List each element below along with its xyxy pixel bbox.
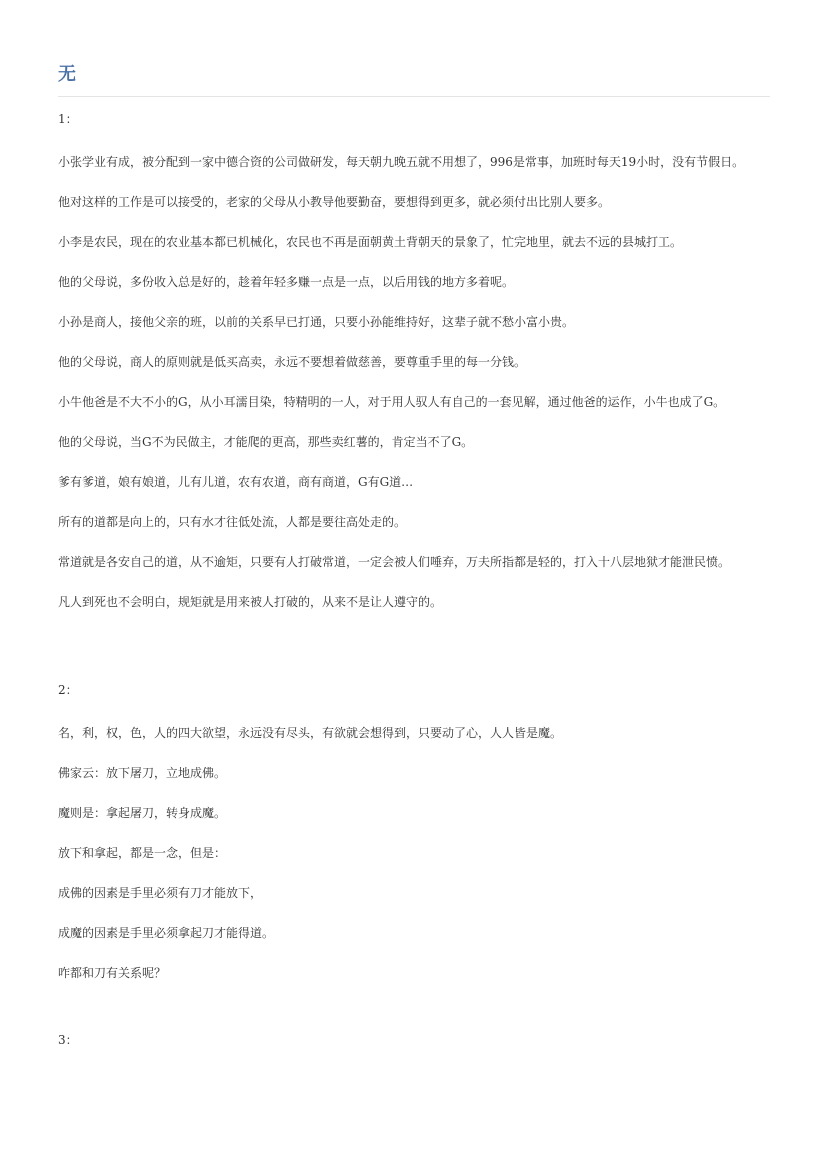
paragraph: 魔则是：拿起屠刀，转身成魔。 xyxy=(58,806,227,820)
section-3 xyxy=(58,1030,770,1050)
paragraph: 小牛他爸是不大不小的G，从小耳濡目染，特精明的一人，对于用人驭人有自己的一套见解，通过他爸的运作，小牛也成了G。 xyxy=(58,395,726,409)
section-1 xyxy=(58,109,770,613)
paragraph: 他的父母说，当G不为民做主，才能爬的更高，那些卖红薯的，肯定当不了G。 xyxy=(58,435,474,449)
paragraph: 成佛的因素是手里必须有刀才能放下， xyxy=(58,886,263,900)
paragraph: 爹有爹道，娘有娘道，儿有儿道，农有农道，商有商道，G有G道… xyxy=(58,475,414,489)
paragraph: 名，利，权，色，人的四大欲望，永远没有尽头，有欲就会想得到，只要动了心，人人皆是魔。 xyxy=(58,726,563,740)
paragraph: 成魔的因素是手里必须拿起刀才能得道。 xyxy=(58,926,275,940)
paragraph: 他的父母说，商人的原则就是低买高卖，永远不要想着做慈善，要尊重手里的每一分钱。 xyxy=(58,355,527,369)
paragraph: 小李是农民，现在的农业基本都已机械化，农民也不再是面朝黄土背朝天的景象了，忙完地里，就去不远的县城打工。 xyxy=(58,235,683,249)
section-heading: 1： xyxy=(58,112,78,126)
paragraph: 放下和拿起，都是一念，但是： xyxy=(58,846,227,860)
document-page xyxy=(58,62,770,1050)
paragraph: 他的父母说，多份收入总是好的，趁着年轻多赚一点是一点，以后用钱的地方多着呢。 xyxy=(58,275,515,289)
section-2 xyxy=(58,680,770,984)
paragraph: 小孙是商人，接他父亲的班，以前的关系早已打通，只要小孙能维持好，这辈子就不愁小富小贵。 xyxy=(58,315,575,329)
paragraph: 所有的道都是向上的，只有水才往低处流，人都是要往高处走的。 xyxy=(58,515,407,529)
paragraph: 小张学业有成，被分配到一家中德合资的公司做研发，每天朝九晚五就不用想了，996是常事，加班时每天19小时，没有节假日。 xyxy=(58,155,745,169)
paragraph: 佛家云：放下屠刀，立地成佛。 xyxy=(58,766,227,780)
section-heading: 3： xyxy=(58,1033,78,1047)
paragraph: 常道就是各安自己的道，从不逾矩，只要有人打破常道，一定会被人们唾弃，万夫所指都是轻的，打入十八层地狱才能泄民愤。 xyxy=(58,555,731,569)
document-title: 无 xyxy=(58,62,770,97)
paragraph: 咋都和刀有关系呢？ xyxy=(58,966,167,980)
paragraph: 他对这样的工作是可以接受的，老家的父母从小教导他要勤奋，要想得到更多，就必须付出比别人要多。 xyxy=(58,195,611,209)
paragraph: 凡人到死也不会明白，规矩就是用来被人打破的，从来不是让人遵守的。 xyxy=(58,595,443,609)
section-heading: 2： xyxy=(58,683,78,697)
